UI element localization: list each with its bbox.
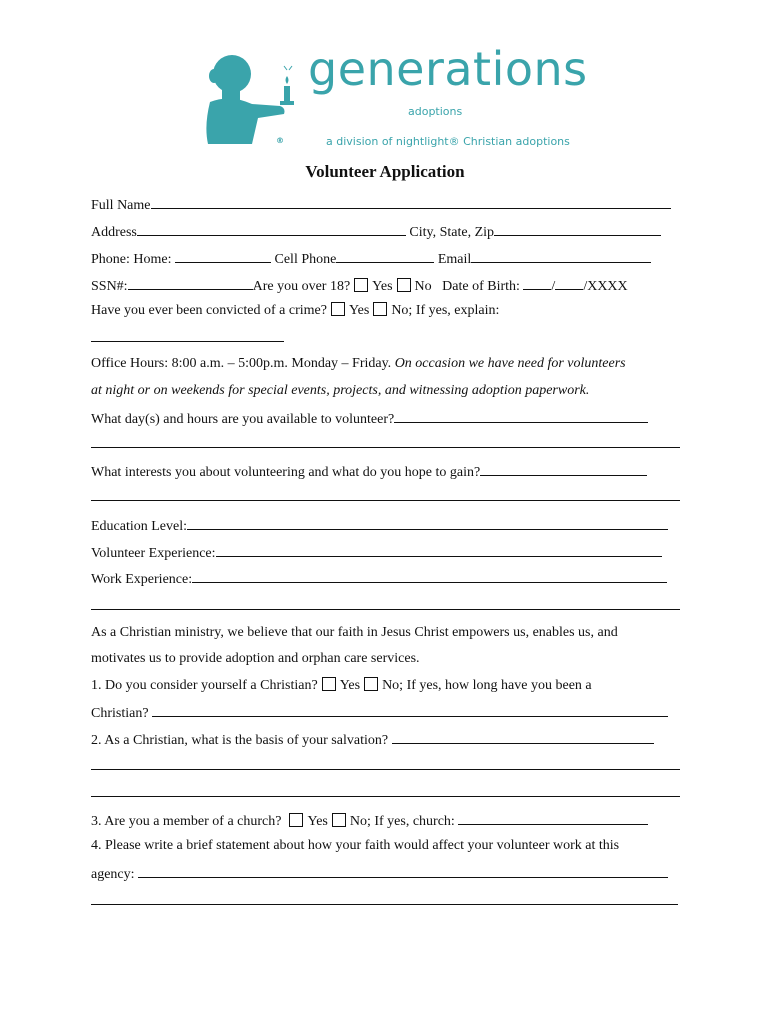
q2-field[interactable] [392,730,654,744]
brand-name: generations [308,42,588,96]
conviction-yes-label: Yes [348,303,370,318]
q3-yes-label: Yes [307,814,328,829]
q4-cont-label: agency: [91,867,135,882]
volunteer-experience-field[interactable] [216,543,662,557]
q1-yes-label: Yes [339,678,361,693]
brand-subtitle: adoptions [408,105,463,118]
over18-no-checkbox[interactable] [397,278,411,292]
address-label: Address [91,225,137,240]
ssn-row [91,276,628,296]
q2-label: 2. As a Christian, what is the basis of your salvation? [91,733,389,748]
q3-church-field[interactable] [458,811,648,825]
availability-field[interactable] [394,409,648,423]
page-title: Volunteer Application [305,162,465,181]
q2-field-3[interactable] [91,796,680,797]
q3-no-label: No; If yes, church: [349,814,455,829]
ssn-field[interactable] [128,276,253,290]
q4-label: 4. Please write a brief statement about how your faith would affect your volunteer work at this [91,838,620,853]
dob-label: Date of Birth: [442,279,520,294]
q1-label: 1. Do you consider yourself a Christian? [91,678,318,693]
office-hours-text: Office Hours: 8:00 a.m. – 5:00p.m. Monday – Friday. [91,356,392,371]
q1-row [91,677,592,695]
education-label: Education Level: [91,519,188,534]
q1-cont-label: Christian? [91,706,149,721]
dob-month-field[interactable] [523,276,551,290]
q4-field-2[interactable] [91,904,678,905]
q3-yes-checkbox[interactable] [289,813,303,827]
over18-yes-label: Yes [372,279,393,294]
interests-field-2[interactable] [91,500,680,501]
q1-duration-field[interactable] [152,703,668,717]
q4-cont-row [91,864,668,884]
over18-label: Are you over 18? [252,279,351,294]
full-name-row [91,195,671,215]
q3-no-checkbox[interactable] [332,813,346,827]
q2-field-2[interactable] [91,769,680,770]
availability-label: What day(s) and hours are you available to volunteer? [91,412,395,427]
q3-row [91,811,648,831]
q3-label: 3. Are you a member of a church? [91,814,282,829]
conviction-no-label: No; If yes, explain: [391,303,500,318]
education-field[interactable] [187,516,668,530]
interests-label: What interests you about volunteering and what do you hope to gain? [91,465,481,480]
address-field[interactable] [137,222,406,236]
brand-division: a division of nightlight® Christian adoptions [326,135,570,148]
volunteer-experience-label: Volunteer Experience: [91,546,216,561]
work-experience-field[interactable] [192,569,667,583]
interests-field[interactable] [480,462,647,476]
q1-no-checkbox[interactable] [364,677,378,691]
work-experience-row [91,569,667,589]
email-label: Email [437,252,472,267]
email-field[interactable] [471,249,651,263]
home-phone-field[interactable] [175,249,271,263]
address-row [91,222,661,242]
dob-year-text: /XXXX [583,279,628,294]
conviction-row [91,302,499,320]
work-experience-field-2[interactable] [91,609,680,610]
organization-logo [200,42,588,156]
q1-yes-checkbox[interactable] [322,677,336,691]
faith-intro-1: As a Christian ministry, we believe that our faith in Jesus Christ empowers us, enables us, and [91,625,618,640]
phone-row [91,249,651,269]
conviction-yes-checkbox[interactable] [331,302,345,316]
office-hours-line-1 [91,355,626,373]
work-experience-label: Work Experience: [91,572,193,587]
conviction-no-checkbox[interactable] [373,302,387,316]
ssn-label: SSN#: [91,279,128,294]
dob-separator: / [551,279,556,294]
home-phone-label: Phone: Home: [91,252,172,267]
over18-no-label: No [414,279,432,294]
faith-intro-2: motivates us to provide adoption and orphan care services. [91,651,420,666]
cell-phone-field[interactable] [336,249,434,263]
q1-no-label: No; If yes, how long have you been a [382,678,592,693]
education-row [91,516,668,536]
city-state-zip-field[interactable] [494,222,661,236]
q2-row [91,730,654,750]
q4-field[interactable] [138,864,668,878]
registered-mark: ® [276,136,284,145]
availability-field-2[interactable] [91,447,680,448]
cell-phone-label: Cell Phone [274,252,337,267]
office-hours-note-2: at night or on weekends for special events, projects, and witnessing adoption paperwork. [91,383,590,398]
city-state-zip-label: City, State, Zip [409,225,495,240]
child-silhouette-icon [200,46,310,156]
full-name-field[interactable] [151,195,671,209]
conviction-explain-field[interactable] [91,341,284,342]
dob-day-field[interactable] [555,276,583,290]
volunteer-experience-row [91,543,662,563]
conviction-label: Have you ever been convicted of a crime? [91,303,327,318]
availability-row [91,409,648,429]
office-hours-note-1: On occasion we have need for volunteers [394,356,626,371]
full-name-label: Full Name [91,198,151,213]
interests-row [91,462,647,482]
over18-yes-checkbox[interactable] [354,278,368,292]
q1-cont-row [91,703,668,723]
